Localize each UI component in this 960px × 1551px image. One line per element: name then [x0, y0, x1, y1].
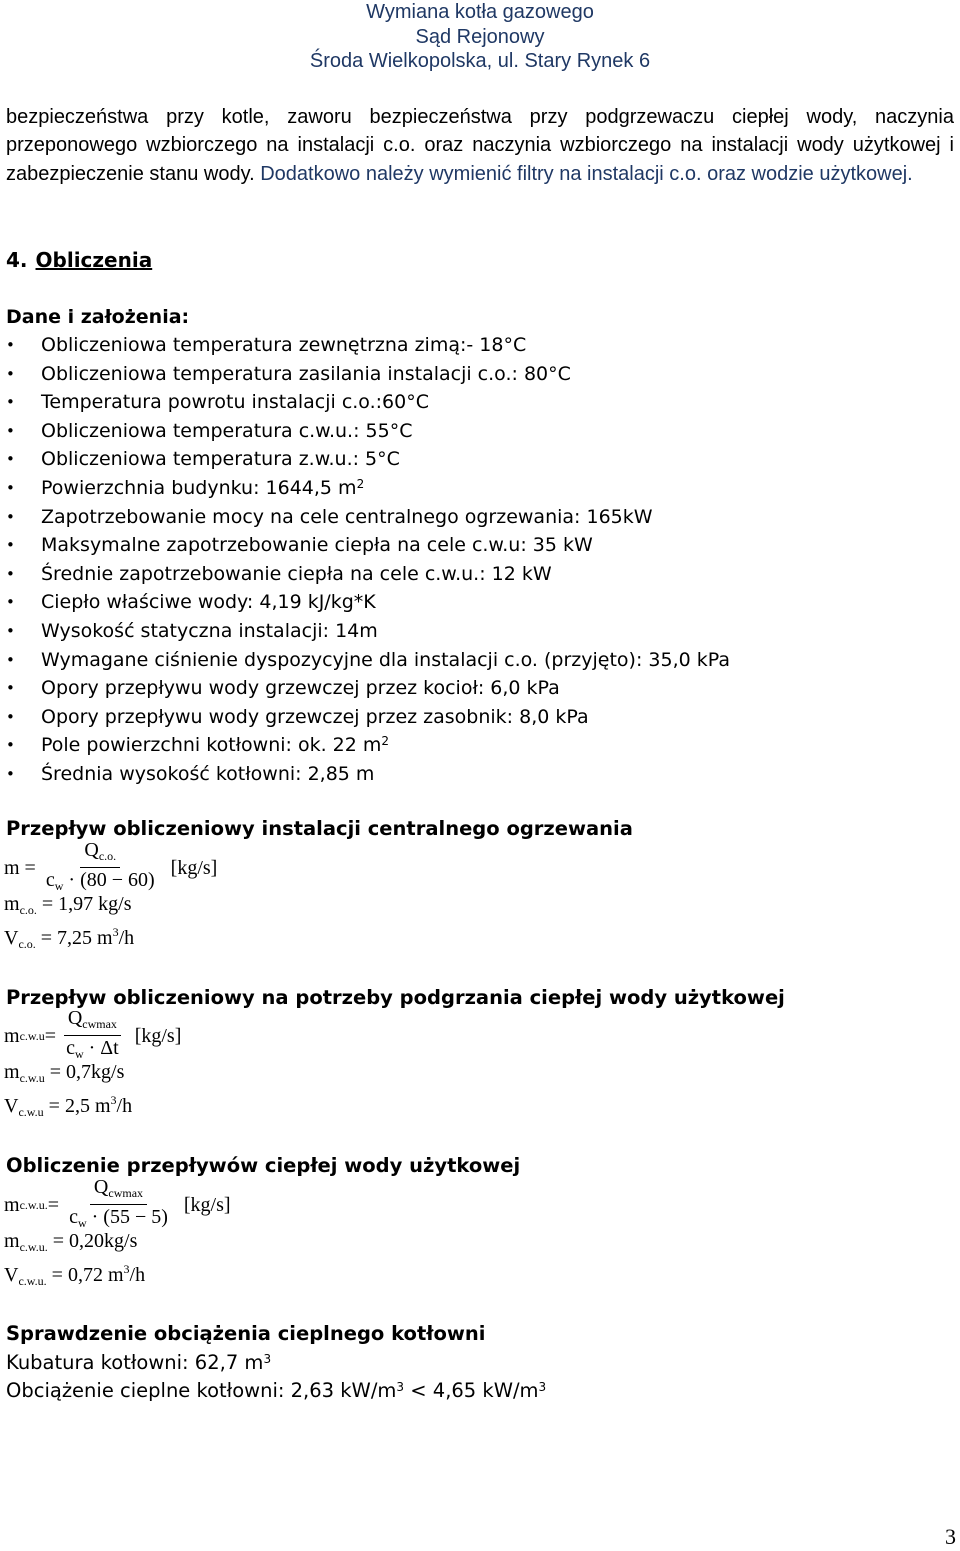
block3-formula	[4, 1175, 231, 1230]
fraction	[62, 1007, 123, 1066]
assumption-item	[0, 588, 730, 617]
assumption-text: Wysokość statyczna instalacji: 14m	[41, 619, 378, 642]
bullet-icon: •	[6, 707, 15, 726]
bullet-icon: •	[6, 336, 15, 354]
symbol: V	[4, 927, 19, 949]
value: = 1,97 kg/s	[36, 893, 132, 915]
room-volume-text: Kubatura kotłowni: 62,7 m	[6, 1351, 264, 1374]
unit-tail: /h	[129, 1264, 146, 1286]
symbol-sub: c.o.	[19, 903, 37, 917]
numerator-sub: c.o.	[98, 848, 117, 863]
symbol-sub: c.w.u.	[19, 1240, 48, 1254]
numerator: Q	[93, 1175, 109, 1198]
bullet-icon: •	[6, 593, 15, 612]
assumption-text: Średnie zapotrzebowanie ciepła na cele c.w.u.: 12 kW	[41, 562, 552, 585]
denominator-rest: · Δt	[83, 1036, 119, 1059]
assumption-text: Obliczeniowa temperatura z.w.u.: 5°C	[41, 448, 400, 471]
exponent: 3	[263, 1352, 272, 1366]
fraction	[42, 839, 159, 898]
assumption-text: Pole powierzchni kotłowni: ok. 22 m	[41, 734, 382, 757]
room-volume	[6, 1349, 271, 1377]
block1-formula	[4, 838, 218, 893]
block3-mass-flow	[4, 1227, 231, 1255]
assumption-item	[0, 674, 730, 703]
assumption-text: Wymagane ciśnienie dyspozycyjne dla instalacji c.o. (przyjęto): 35,0 kPa	[41, 648, 731, 671]
block3-volume-flow	[4, 1255, 231, 1288]
symbol-sub: c.w.u	[18, 1105, 44, 1119]
denominator-rest: · (55 − 5)	[86, 1205, 168, 1228]
formula-unit: [kg/s]	[183, 1193, 231, 1216]
bullet-icon: •	[6, 393, 15, 412]
assumption-item	[0, 617, 730, 646]
formula-lhs: m	[4, 1024, 20, 1047]
formula-lhs: m	[4, 1193, 20, 1216]
bullet-icon: •	[6, 536, 15, 555]
intro-paragraph	[6, 103, 954, 188]
block3-title: Obliczenie przepływów ciepłej wody użytkowej	[6, 1154, 521, 1177]
heat-load-limit: < 4,65 kW/m	[404, 1379, 539, 1402]
assumption-item	[0, 417, 730, 446]
symbol-sub: c.w.u.	[18, 1274, 47, 1288]
assumption-text: Obliczeniowa temperatura c.w.u.: 55°C	[41, 419, 413, 442]
value: = 0,72 m	[46, 1264, 124, 1286]
assumption-text: Temperatura powrotu instalacji c.o.:60°C	[41, 391, 429, 414]
denominator: c	[45, 868, 55, 891]
bullet-icon: •	[6, 621, 15, 640]
assumption-text: Maksymalne zapotrzebowanie ciepła na cele c.w.u: 35 kW	[41, 534, 593, 557]
denominator: c	[66, 1036, 75, 1059]
assumption-item	[0, 503, 730, 532]
bullet-icon: •	[6, 564, 15, 583]
heat-load-text: Obciążenie cieplne kotłowni: 2,63 kW/m	[6, 1379, 397, 1402]
intro-part-1: bezpieczeństwa przy kotle, zaworu bezpieczeństwa przy podgrzewaczu ciepłej wody, naczynia przeponowego wzbiorczego na instalacji c.o. oraz naczynia wzbiorczego na instalacji wody użytkowej i zabezpieczenie stanu wody.	[6, 106, 954, 185]
exponent: 3	[396, 1380, 405, 1394]
section-number: 4.	[6, 248, 28, 272]
numerator: Q	[84, 838, 99, 861]
denominator-rest: · (80 − 60)	[63, 868, 155, 891]
block1-volume-flow	[4, 918, 217, 951]
section-heading	[6, 246, 152, 274]
assumption-item	[0, 445, 730, 474]
bullet-icon: •	[6, 364, 15, 383]
intro-part-2: Dodatkowo należy wymienić filtry na instalacji c.o. oraz wodzie użytkowej.	[254, 162, 913, 185]
assumption-text: Ciepło właściwe wody: 4,19 kJ/kg*K	[41, 591, 376, 614]
formula-unit: [kg/s]	[134, 1024, 182, 1047]
symbol: V	[4, 1095, 19, 1117]
formula-lhs-sub: c.w.u	[19, 1028, 45, 1043]
exponent: 3	[538, 1380, 547, 1394]
assumption-text: Obliczeniowa temperatura zasilania instalacji c.o.: 80°C	[41, 362, 571, 385]
formula-lhs: m =	[4, 856, 36, 879]
assumption-item	[0, 646, 730, 675]
value: = 2,5 m	[43, 1095, 111, 1117]
bullet-icon: •	[6, 450, 15, 469]
assumptions-title: Dane i założenia:	[6, 306, 190, 328]
exponent: 2	[356, 476, 365, 491]
assumption-item	[0, 474, 730, 503]
equals: =	[47, 1193, 60, 1216]
block1-formulas	[4, 838, 218, 951]
assumption-item	[0, 388, 730, 417]
section-title: Obliczenia	[35, 248, 153, 272]
numerator-sub: cwmax	[82, 1016, 117, 1031]
formula-unit: [kg/s]	[170, 856, 218, 879]
block2-mass-flow	[4, 1058, 181, 1086]
numerator: Q	[67, 1006, 83, 1029]
bullet-icon: •	[6, 764, 15, 783]
assumption-text: Opory przepływu wody grzewczej przez kocioł: 6,0 kPa	[41, 677, 560, 700]
value: = 0,7kg/s	[44, 1061, 125, 1083]
heat-load	[6, 1377, 546, 1405]
unit-tail: /h	[116, 1095, 133, 1117]
block2-formula	[4, 1006, 182, 1061]
assumption-text: Zapotrzebowanie mocy na cele centralnego ogrzewania: 165kW	[41, 505, 653, 528]
assumption-text: Opory przepływu wody grzewczej przez zasobnik: 8,0 kPa	[41, 705, 589, 728]
assumption-item	[0, 331, 730, 360]
block2-formulas	[4, 1006, 182, 1119]
fraction	[65, 1176, 172, 1235]
unit-tail: /h	[118, 927, 135, 949]
page-header	[0, 0, 960, 74]
symbol: m	[4, 1230, 20, 1252]
exponent: 3	[123, 1262, 130, 1276]
bullet-icon: •	[6, 679, 15, 698]
denominator-sub: w	[77, 1215, 87, 1230]
bullet-icon: •	[6, 478, 15, 497]
assumption-item	[0, 731, 730, 760]
assumption-item	[0, 703, 730, 732]
assumption-text: Średnia wysokość kotłowni: 2,85 m	[41, 762, 375, 785]
value: = 0,20kg/s	[47, 1230, 138, 1252]
assumption-item	[0, 360, 730, 389]
equals: =	[44, 1024, 57, 1047]
block3-formulas	[4, 1175, 231, 1288]
header-address: Środa Wielkopolska, ul. Stary Rynek 6	[309, 50, 651, 72]
header-court: Sąd Rejonowy	[415, 25, 545, 48]
value: = 7,25 m	[35, 927, 113, 949]
assumption-item	[0, 560, 730, 589]
bullet-icon: •	[6, 421, 15, 440]
block2-title: Przepływ obliczeniowy na potrzeby podgrzania ciepłej wody użytkowej	[6, 986, 785, 1009]
page-number: 3	[945, 1524, 956, 1549]
assumption-text: Powierzchnia budynku: 1644,5 m	[41, 476, 357, 499]
assumption-item	[0, 531, 730, 560]
symbol: m	[4, 893, 20, 915]
denominator-sub: w	[74, 1046, 84, 1061]
block1-mass-flow	[4, 890, 217, 918]
denominator: c	[69, 1205, 78, 1228]
assumption-item	[0, 760, 730, 789]
exponent: 2	[381, 734, 390, 749]
block2-volume-flow	[4, 1086, 181, 1119]
formula-lhs-sub: c.w.u.	[19, 1197, 48, 1212]
symbol-sub: c.w.u	[19, 1071, 45, 1085]
symbol: m	[4, 1061, 20, 1083]
numerator-sub: cwmax	[108, 1185, 144, 1200]
block1-title: Przepływ obliczeniowy instalacji centralnego ogrzewania	[6, 817, 633, 840]
symbol: V	[4, 1264, 19, 1286]
bullet-icon: •	[6, 736, 15, 755]
bullet-icon: •	[6, 507, 15, 526]
block4-title: Sprawdzenie obciążenia cieplnego kotłowni	[6, 1322, 486, 1345]
symbol-sub: c.o.	[18, 937, 36, 951]
exponent: 3	[112, 925, 119, 939]
assumptions-list	[0, 331, 730, 789]
bullet-icon: •	[6, 650, 15, 669]
header-title: Wymiana kotła gazowego	[366, 1, 594, 23]
exponent: 3	[110, 1093, 117, 1107]
denominator-sub: w	[54, 878, 64, 893]
assumption-text: Obliczeniowa temperatura zewnętrzna zimą:- 18°C	[41, 334, 527, 356]
